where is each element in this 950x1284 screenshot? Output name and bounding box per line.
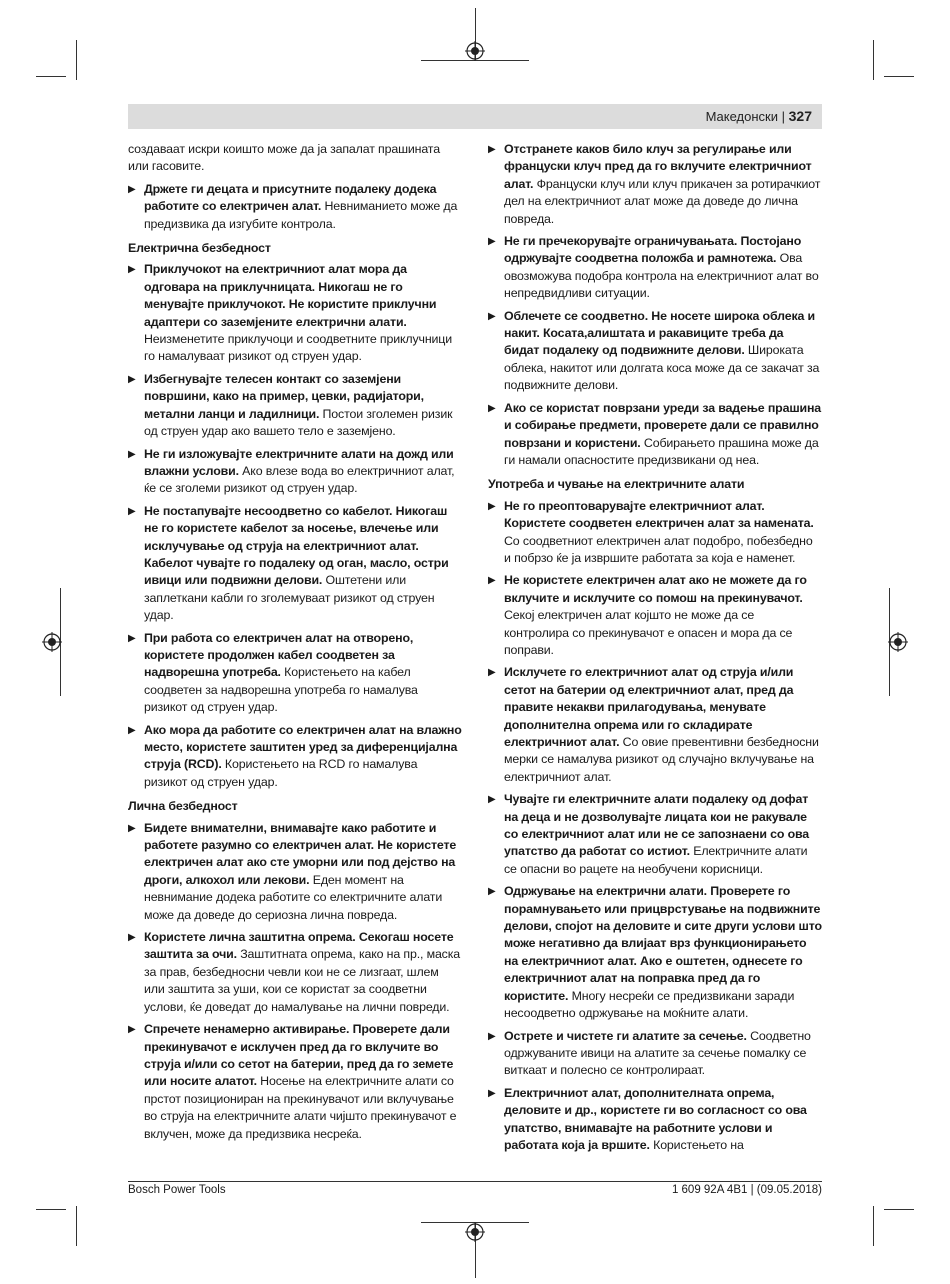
section-heading: Електрична безбедност <box>128 241 271 256</box>
bullet-text: Секој електричен алат којшто не може да се контролира со прекинувачот е опасен и мора да се поправи. <box>504 608 793 657</box>
bullet-bold-text: Бидете внимателни, внимавајте како работите и работете разумно со електричен алат. Не користете електричен алат ако сте уморни или под дејство на дроги, алкохол или лекови. <box>144 820 457 887</box>
bullet-text: Еден момент на невнимание додека работите со електричните алати може да доведе до сериозна лична повреда. <box>144 872 443 922</box>
bullet-arrow-icon: ▶ <box>128 505 136 517</box>
bullet-item <box>488 141 822 228</box>
bullet-bold-text: Не го преоптоварувајте електричниот алат. Користете соодветен електричен алат за намената. <box>504 498 814 531</box>
crop-mark <box>76 1206 77 1246</box>
bullet-text: Оштетени или заплеткани кабли го зголемуваат ризикот од струен удар. <box>144 573 435 623</box>
bullet-item <box>488 572 822 659</box>
bullet-text: Многу несреќи се предизвикани заради несоодветно одржување на моќните алати. <box>504 988 795 1021</box>
bullet-arrow-icon: ▶ <box>488 794 496 806</box>
registration-mark-icon <box>465 41 485 61</box>
bullet-item <box>128 630 462 717</box>
bullet-bold-text: Не постапувајте несоодветно со кабелот. Никогаш не го користете кабелот за носење, влечење или исклучување од струја на електричниот алат. Кабелот чувајте го подалеку од оган, масло, остри ивици или подвижни делови. <box>144 503 449 588</box>
crop-mark <box>76 40 77 80</box>
bullet-arrow-icon: ▶ <box>488 1030 496 1042</box>
bullet-bold-text: Чувајте ги електричните алати подалеку од дофат на деца и не дозволувајте лицата кои не ракувале со електричниот алат или не се запознаени со ова упатство да работат со истиот. <box>504 792 810 859</box>
bullet-arrow-icon: ▶ <box>128 264 136 276</box>
bullet-text: Неизменетите приклучоци и соодветните приклучници го намалуваат ризикот од струен удар. <box>144 332 453 364</box>
bullet-arrow-icon: ▶ <box>488 500 496 512</box>
bullet-bold-text: Електричниот алат, дополнителната опрема, деловите и др., користете ги во согласност со ова упатство, внимавајте на работните услови и работата која ја вршите. <box>504 1085 807 1152</box>
footer-brand: Bosch Power Tools <box>128 1184 226 1196</box>
bullet-arrow-icon: ▶ <box>488 236 496 248</box>
footer-code: 1 609 92A 4B1 | (09.05.2018) <box>671 1184 822 1196</box>
bullet-bold-text: Спречете ненамерно активирање. Проверете дали прекинувачот е исклучен пред да го вклучите во струја и/или со сетот на батерии, пред да го земете или носите алатот. <box>144 1022 454 1089</box>
bullet-bold-text: Облечете се соодветно. Не носете широка облека и накит. Косата,алиштата и ракавиците треба да бидат подалеку од подвижните делови. <box>504 308 816 358</box>
bullet-arrow-icon: ▶ <box>128 448 136 460</box>
bullet-text: Користењето на <box>649 1137 744 1152</box>
bullet-arrow-icon: ▶ <box>128 932 136 944</box>
bullet-text: Соодветно одржуваните ивици на алатите за сечење помалку се виткаат и полесно се контролираат. <box>504 1028 811 1078</box>
page-number: 327 <box>788 108 812 124</box>
bullet-arrow-icon: ▶ <box>488 575 496 587</box>
bullet-bold-text: Исклучете го електричниот алат од струја и/или сетот на батерии од електричниот алат, пред да правите некакви прилагодувања, менувате дополнителна опрема или го складирате електричниот алат. <box>504 665 794 749</box>
footer-rule <box>128 1181 822 1182</box>
bullet-text: Собирањето прашина може да ги намали опасностите предизвикани од неа. <box>504 435 819 467</box>
bullet-bold-text: Острете и чистете ги алатите за сечење. <box>504 1028 747 1043</box>
header-text <box>706 104 822 129</box>
crop-mark <box>884 76 914 77</box>
bullet-item <box>488 308 822 395</box>
header-separator: | <box>781 109 786 124</box>
header-language: Македонски <box>705 109 778 124</box>
bullet-arrow-icon: ▶ <box>488 886 496 898</box>
registration-mark-icon <box>42 632 62 652</box>
bullet-text: Користењето на RCD го намалува ризикот од струен удар. <box>144 757 418 789</box>
bullet-item <box>128 371 462 441</box>
bullet-text: Со овие превентивни безбедносни мерки се намалува ризикот од случајно вклучување на електричниот алат. <box>504 735 819 784</box>
bullet-arrow-icon: ▶ <box>488 402 496 414</box>
bullet-arrow-icon: ▶ <box>128 632 136 644</box>
bullet-text: Заштитната опрема, како на пр., маска за прав, безбедносни чевли кои не се лизгаат, шлем или заштита за уши, кои се користат за соодветни услови, ќе доведат до намалување на лични повреди. <box>144 947 461 1014</box>
left-column <box>128 141 462 1148</box>
bullet-text: Широката облека, накитот или долгата коса може да се закачат за подвижните делови. <box>504 343 820 393</box>
bullet-bold-text: Ако се користат поврзани уреди за вадење прашина и собирање предмети, проверете дали се правилно поврзани и користени. <box>504 400 822 450</box>
crop-mark <box>873 40 874 80</box>
crop-mark <box>873 1206 874 1246</box>
bullet-text: Електричните алати се опасни во рацете на необучени корисници. <box>504 844 808 876</box>
bullet-bold-text: Држете ги децата и присутните подалеку додека работите со електричен алат. <box>144 181 437 214</box>
bullet-text: Користењето на кабел соодветен за надворешна употреба го намалува ризикот од струен удар. <box>144 665 418 715</box>
bullet-text: Со соодветниот електричен алат подобро, побезбедно и побрзо ќе ја извршите работата за која е наменет. <box>504 533 813 565</box>
bullet-text: Носење на електричните алати со прстот позициониран на прекинувачот или вклучување во струја на електричните алати чијшто прекинувачот е вклучен, може да предизвика несреќа. <box>144 1074 457 1141</box>
paragraph: создаваат искри коишто може да ја запалат прашината или гасовите. <box>128 142 440 174</box>
bullet-bold-text: Избегнувајте телесен контакт со заземјени површини, како на пример, цевки, радијатори, метални ланци и ладилници. <box>144 371 424 421</box>
bullet-bold-text: Отстранете каков било клуч за регулирање или француски клуч пред да го вклучите електричниот алат. <box>504 142 812 191</box>
bullet-text: Француски клуч или клуч прикачен за ротирачкиот дел на електричниот алат може да доведе до лична повреда. <box>504 176 821 226</box>
bullet-text: Ова овозможува подобра контрола на електричниот алат во непредвидливи ситуации. <box>504 251 819 301</box>
bullet-bold-text: Користете лична заштитна опрема. Секогаш носете заштита за очи. <box>144 930 454 962</box>
registration-mark-icon <box>888 632 908 652</box>
bullet-item <box>128 722 462 792</box>
bullet-item <box>488 1085 822 1155</box>
bullet-item <box>128 503 462 625</box>
bullet-arrow-icon: ▶ <box>488 310 496 322</box>
bullet-item <box>128 1021 462 1143</box>
right-column <box>488 141 822 1159</box>
bullet-arrow-icon: ▶ <box>128 373 136 385</box>
section-heading: Употреба и чување на електричните алати <box>488 477 745 492</box>
bullet-item <box>128 446 462 498</box>
bullet-bold-text: Не користете електричен алат ако не можете да го вклучите и исклучите со помош на прекинувачот. <box>504 573 807 605</box>
bullet-arrow-icon: ▶ <box>128 183 136 195</box>
section-heading: Лична безбедност <box>128 799 238 814</box>
bullet-bold-text: При работа со електричен алат на отворено, користете продолжен кабел соодветен за надворешна употреба. <box>144 630 414 680</box>
bullet-text: Невниманието може да предизвика да изгубите контрола. <box>144 199 458 231</box>
bullet-item <box>488 883 822 1022</box>
page-header <box>128 104 822 129</box>
bullet-item <box>488 233 822 303</box>
bullet-arrow-icon: ▶ <box>488 667 496 679</box>
bullet-arrow-icon: ▶ <box>488 144 496 155</box>
registration-mark-icon <box>465 1222 485 1242</box>
crop-mark <box>36 1209 66 1210</box>
bullet-item <box>128 181 462 233</box>
bullet-item <box>488 1028 822 1080</box>
bullet-bold-text: Приклучокот на електричниот алат мора да одговара на приклучницата. Никогаш не го менувајте приклучокот. Не користите приклучни адаптери со заземјените електрични алати. <box>144 262 437 329</box>
bullet-text: Ако влезе вода во електричниот алат, ќе се зголеми ризикот од струен удар. <box>144 463 455 496</box>
bullet-text: Постои зголемен ризик од струен удар ако вашето тело е заземјено. <box>144 406 453 439</box>
bullet-bold-text: Не ги пречекорувајте ограничувањата. Постојано одржувајте соодветна положба и рамнотежа. <box>504 234 802 266</box>
bullet-bold-text: Ако мора да работите со електричен алат на влажно место, користете заштитен уред за диференцијална струја (RCD). <box>144 722 462 772</box>
bullet-item <box>128 929 462 1016</box>
bullet-item <box>488 400 822 470</box>
bullet-item <box>128 261 462 365</box>
bullet-item <box>488 498 822 568</box>
bullet-item <box>488 664 822 786</box>
bullet-item <box>488 791 822 878</box>
bullet-arrow-icon: ▶ <box>488 1087 496 1099</box>
crop-mark <box>884 1209 914 1210</box>
bullet-arrow-icon: ▶ <box>128 822 136 834</box>
crop-mark <box>36 76 66 77</box>
bullet-arrow-icon: ▶ <box>128 1024 136 1036</box>
bullet-bold-text: Не ги изложувајте електричните алати на дожд или влажни услови. <box>144 446 454 478</box>
bullet-bold-text: Одржување на електрични алати. Проверете го порамнувањето или прицврстување на подвижните делови, спојот на деловите и сите други услови што може негативно да влијаат врз функционирањето на електричниот алат. Ако е оштетен, однесете го електричниот алат на поправка пред да го користите. <box>504 884 822 1003</box>
bullet-item <box>128 820 462 924</box>
bullet-arrow-icon: ▶ <box>128 724 136 736</box>
